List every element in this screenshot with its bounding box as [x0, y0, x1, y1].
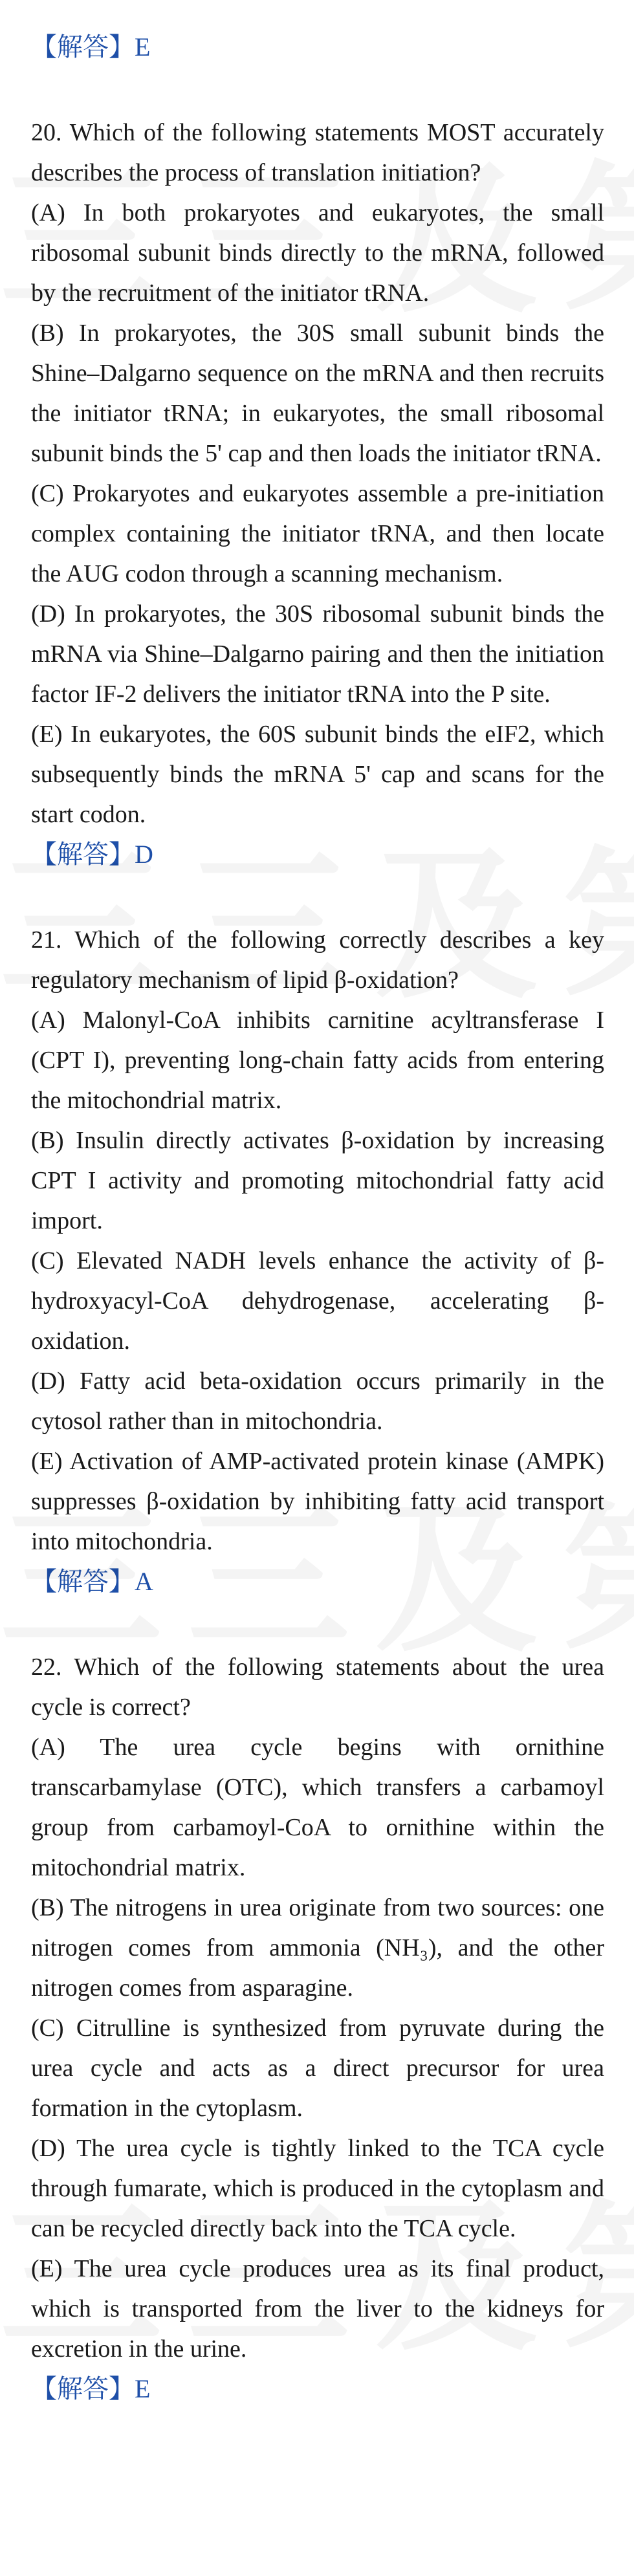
option-e: (E) In eukaryotes, the 60S subunit binds the eIF2, which subsequently binds the mRNA 5' cap and scans for the start codon.	[31, 721, 604, 828]
option-b: (B) In prokaryotes, the 30S small subunit binds the Shine–Dalgarno sequence on the mRNA and then recruits the initiator tRNA; in eukaryotes, the small ribosomal subunit binds the 5' cap and then loads the initiator tRNA.	[31, 320, 604, 467]
option-b: (B) Insulin directly activates β-oxidation by increasing CPT I activity and promoting mitochondrial fatty acid import.	[31, 1127, 604, 1234]
option-d: (D) The urea cycle is tightly linked to the TCA cycle through fumarate, which is produced in the cytoplasm and can be recycled directly back into the TCA cycle.	[31, 2135, 604, 2242]
option-e: (E) Activation of AMP-activated protein kinase (AMPK) suppresses β-oxidation by inhibiting fatty acid transport into mitochondria.	[31, 1448, 604, 1555]
option-a: (A) Malonyl-CoA inhibits carnitine acyltransferase I (CPT I), preventing long-chain fatty acids from entering the mitochondrial matrix.	[31, 1007, 604, 1114]
question-21	[31, 920, 604, 1602]
option-d: (D) Fatty acid beta-oxidation occurs primarily in the cytosol rather than in mitochondria.	[31, 1368, 604, 1435]
option-c: (C) Prokaryotes and eukaryotes assemble a pre-initiation complex containing the initiator tRNA, and then locate the AUG codon through a scanning mechanism.	[31, 480, 604, 587]
answer-line	[31, 835, 604, 875]
answer-line	[31, 1562, 604, 1602]
answer-label: 【解答】	[31, 2374, 135, 2404]
answer-value: E	[135, 2374, 151, 2403]
option-c: (C) Citrulline is synthesized from pyruvate during the urea cycle and acts as a direct precursor for urea formation in the cytoplasm.	[31, 2014, 604, 2122]
option-c: (C) Elevated NADH levels enhance the activity of β-hydroxyacyl-CoA dehydrogenase, accelerating β-oxidation.	[31, 1247, 604, 1355]
option-d: (D) In prokaryotes, the 30S ribosomal subunit binds the mRNA via Shine–Dalgarno pairing and then the initiation factor IF-2 delivers the initiator tRNA into the P site.	[31, 600, 604, 708]
answer-value: D	[135, 840, 153, 869]
answer-label: 【解答】	[31, 840, 135, 869]
answer-value: E	[135, 32, 151, 61]
option-e: (E) The urea cycle produces urea as its final product, which is transported from the liver to the kidneys for excretion in the urine.	[31, 2255, 604, 2363]
question-20	[31, 113, 604, 875]
answer-line	[31, 2369, 604, 2409]
question-stem: 22. Which of the following statements about the urea cycle is correct?	[31, 1654, 604, 1721]
answer-label: 【解答】	[31, 32, 135, 62]
answer-value: A	[135, 1567, 153, 1596]
option-a: (A) The urea cycle begins with ornithine transcarbamylase (OTC), which transfers a carbamoyl group from carbamoyl-CoA to ornithine within the mitochondrial matrix.	[31, 1734, 604, 1881]
option-b: (B) The nitrogens in urea originate from two sources: one nitrogen comes from ammonia (NH₃), and the other nitrogen comes from asparagine.	[31, 1894, 604, 2002]
question-stem: 21. Which of the following correctly describes a key regulatory mechanism of lipid β-oxidation?	[31, 926, 604, 994]
previous-answer	[31, 27, 604, 67]
option-a: (A) In both prokaryotes and eukaryotes, the small ribosomal subunit binds directly to the mRNA, followed by the recruitment of the initiator tRNA.	[31, 199, 604, 307]
question-22	[31, 1647, 604, 2409]
answer-label: 【解答】	[31, 1567, 135, 1597]
question-stem: 20. Which of the following statements MOST accurately describes the process of translation initiation?	[31, 119, 604, 186]
